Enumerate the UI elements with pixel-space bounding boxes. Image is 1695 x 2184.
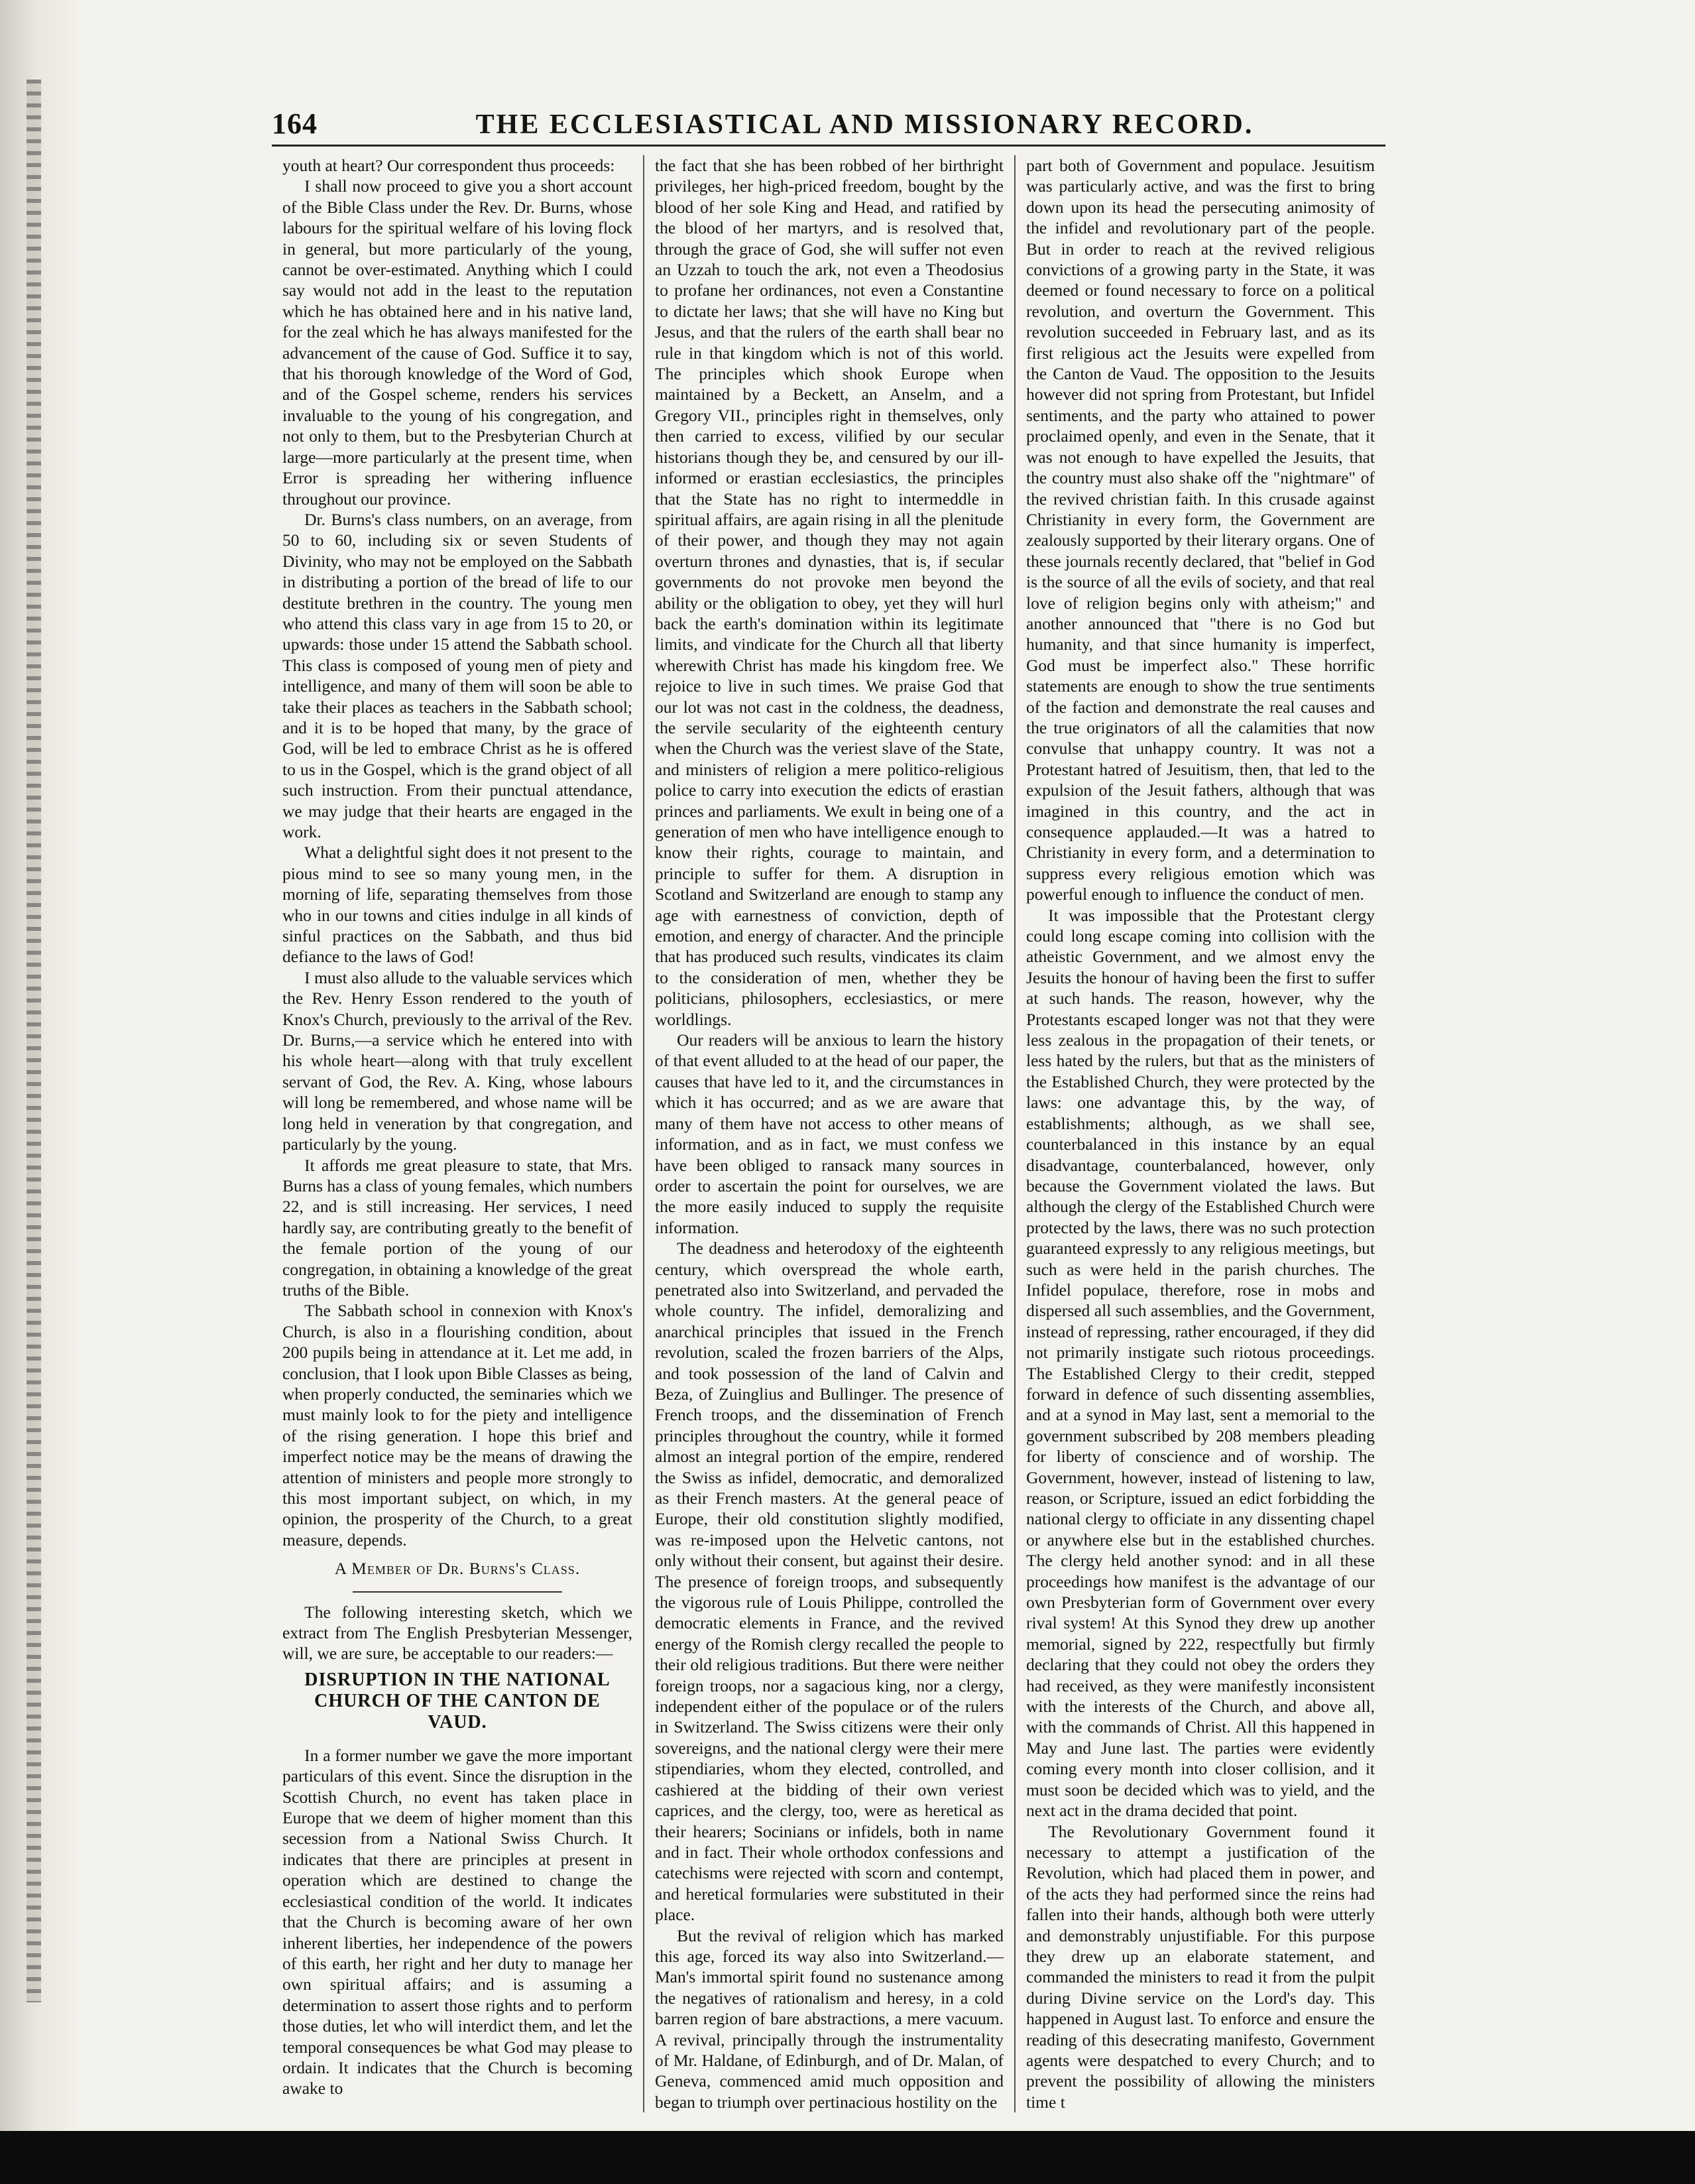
paragraph: youth at heart? Our correspondent thus proceeds: [282, 156, 615, 175]
letter-signature: A Member of Dr. Burns's Class. [334, 1559, 581, 1579]
column-2 [643, 155, 1014, 2112]
binding-stitching [27, 80, 41, 2002]
paragraph: The Sabbath school in connexion with Knox's Church, is also in a flourishing condition, about 200 pupils being in attendance at it. Let me add, in conclusion, that I look upon Bible Classes as being, when properly conducted, the seminaries which we must mainly look to for the piety and intelligence of the rising generation. I hope this brief and imperfect notice may be the means of drawing the attention of ministers and people more strongly to this most important subject, on which, in my opinion, the prosperity of the Church, to a great measure, depends. [282, 1301, 632, 1549]
paragraph: The deadness and heterodoxy of the eighteenth century, which overspread the whole earth, penetrated also into Switzerland, and pervaded the whole country. The infidel, demoralizing and anarchical principles that issued in the French revolution, scaled the frozen barriers of the Alps, and took possession of the land of Calvin and Beza, of Zuinglius and Bullinger. The presence of French troops, and the dissemination of French principles throughout the country, while it formed almost an integral portion of the empire, rendered the Swiss as infidel, democratic, and demoralized as their French masters. At the general peace of Europe, their old constitution slightly modified, was re-imposed upon the Helvetic cantons, not only without their consent, but against their desire. The presence of foreign troops, and subsequently the vigorous rule of Louis Philippe, controlled the democratic elements in France, and the revived energy of the Romish clergy recalled the people to their old religious traditions. But there were neither foreign troops, nor a sagacious king, nor a clergy, independent either of the populace or of the rulers in Switzerland. The Swiss citizens were their only sovereigns, and the national clergy were their mere stipendiaries, whom they elected, controlled, and cashiered at the bidding of their own veriest caprices, and the clergy, too, were as heretical as their hearers; Socinians or infidels, both in name and in fact. Their whole orthodox confessions and catechisms were rejected with scorn and contempt, and heretical formularies were substituted in their place. [655, 1239, 1004, 1925]
paragraph: the fact that she has been robbed of her birthright privileges, her high-priced freedom, bought by the blood of her sole King and Head, and ratified by the blood of her martyrs, and is resolved that, through the grace of God, she will suffer not even an Uzzah to touch the ark, not even a Theodosius to profane her ordinances, not even a Constantine to dictate her laws; that she will have no King but Jesus, and that the rulers of the earth shall bear no rule in that kingdom which is not of this world. The principles which shook Europe when maintained by a Beckett, an Anselm, and a Gregory VII., principles right in themselves, only then carried to excess, vilified by our secular historians though they be, and censured by our ill-informed or erastian ecclesiastics, the principles that the State has no right to intermeddle in spiritual affairs, are again rising in all the plenitude of their power, and though they may not again overturn thrones and dynasties, that is, if secular governments do not provoke men beyond the ability or the obligation to obey, yet they will hurl back the earth's domination within its legitimate limits, and vindicate for the Church all that liberty wherewith Christ has made his kingdom free. We rejoice to live in such times. We praise God that our lot was not cast in the coldness, the deadness, the servile secularity of the eighteenth century when the Church was the veriest slave of the State, and ministers of religion a mere politico-religious police to carry into execution the edicts of erastian princes and parliaments. We exult in being one of a generation of men who have intelligence enough to know their rights, courage to maintain, and principle to suffer for them. A disruption in Scotland and Switzerland are enough to stamp any age with earnestness of conviction, depth of emotion, and energy of character. And the principle that has produced such results, vindicates its claim to the consideration of men, whether they be politicians, philosophers, ecclesiastics, or mere worldlings. [655, 156, 1004, 1029]
page-header [272, 99, 1385, 147]
column-1 [272, 155, 643, 2112]
page-number: 164 [272, 107, 318, 140]
book-binding-shadow [0, 0, 80, 2184]
column-3 [1014, 155, 1385, 2112]
paragraph: What a delightful sight does it not present to the pious mind to see so many young men, in the morning of life, separating themselves from those who in our towns and cities indulge in all kinds of sinful practices on the Sabbath, and thus bid defiance to the laws of God! [282, 843, 632, 967]
paragraph: I shall now proceed to give you a short account of the Bible Class under the Rev. Dr. Burns, whose labours for the spiritual welfare of his loving flock in general, but more particularly of the young, cannot be over-estimated. Anything which I could say would not add in the least to the reputation which he has obtained here and in his native land, for the zeal which he has always manifested for the advancement of the cause of God. Suffice it to say, that his thorough knowledge of the Word of God, and of the Gospel scheme, renders his services invaluable to the young of his congregation, and not only to them, but to the Presbyterian Church at large—more particularly at the present time, when Error is spreading her withering influence throughout our province. [282, 176, 632, 509]
paragraph: Our readers will be anxious to learn the history of that event alluded to at the head of our paper, the causes that have led to it, and the circumstances in which it has occurred; and as we are aware that many of them have not access to other means of information, and as in fact, we must confess we have been obliged to ransack many sources in order to ascertain the point for ourselves, we are the more easily induced to supply the requisite information. [655, 1030, 1004, 1237]
section-divider [353, 1591, 563, 1593]
scan-bottom-edge [0, 2131, 1695, 2184]
article-intro: The following interesting sketch, which we extract from The English Presbyterian Messenger, will, we are sure, be acceptable to our readers:— [282, 1602, 632, 1664]
paragraph: In a former number we gave the more important particulars of this event. Since the disruption in the Scottish Church, no event has taken place in Europe that we deem of higher moment than this secession from a National Swiss Church. It indicates that there are principles at present in operation which are destined to change the ecclesiastical condition of the world. It indicates that the Church is becoming aware of her own inherent liberties, her independence of the powers of this earth, her right and her duty to manage her own spiritual affairs; and is assuming a determination to assert those rights and to perform those duties, let who will interdict them, and let the temporal consequences be what God may please to ordain. It indicates that the Church is becoming awake to [282, 1745, 632, 2098]
paragraph: But the revival of religion which has marked this age, forced its way also into Switzerland.—Man's immortal spirit found no sustenance among the negatives of rationalism and heresy, in a cold barren region of bare abstractions, a mere vacuum. A revival, principally through the instrumentality of Mr. Haldane, of Edinburgh, and of Dr. Malan, of Geneva, commenced amid much opposition and began to triumph over pertinacious hostility on the [655, 1925, 1004, 2112]
paragraph: I must also allude to the valuable services which the Rev. Henry Esson rendered to the youth of Knox's Church, previously to the arrival of the Rev. Dr. Burns,—a service which he entered into with his whole heart—along with that truly excellent servant of God, the Rev. A. King, whose labours will long be remembered, and whose name will be long held in veneration by that congregation, and particularly by the young. [282, 967, 632, 1154]
running-title: THE ECCLESIASTICAL AND MISSIONARY RECORD. [475, 109, 1254, 140]
text-columns [272, 155, 1385, 2112]
paragraph: It affords me great pleasure to state, that Mrs. Burns has a class of young females, which numbers 22, and is still increasing. Her services, I need hardly say, are contributing greatly to the benefit of the female portion of the young of our congregation, in obtaining a knowledge of the great truths of the Bible. [282, 1155, 632, 1300]
paragraph: It was impossible that the Protestant clergy could long escape coming into collision with the atheistic Government, and we almost envy the Jesuits the honour of having been the first to suffer at such hands. The reason, however, why the Protestants escaped longer was not that they were less zealous in the propagation of their tenets, or less hated by the rulers, but that as the ministers of the Established Church, they were protected by the laws: one advantage this, by the way, of establishments; although, as we shall see, counterbalanced in this instance by an equal disadvantage, counterbalanced, however, only because the Government violated the laws. But although the clergy of the Established Church were protected by the laws, there was no such protection guaranteed expressly to any religious meetings, but such as were held in the parish churches. The Infidel populace, therefore, rose in mobs and dispersed all such assemblies, and the Government, instead of repressing, rather encouraged, if they did not primarily instigate such riotous proceedings. The Established Clergy to their credit, stepped forward in defence of such dissenting assemblies, and at a synod in May last, sent a memorial to the government subscribed by 208 members pleading for liberty of conscience and of worship. The Government, however, instead of listening to law, reason, or Scripture, issued an edict forbidding the national clergy to officiate in any dissenting chapel or anywhere else but in the established churches. The clergy held another synod: and in all these proceedings how manifest is the advantage of our own Presbyterian form of Government over every rival system! At this Synod they drew up another memorial, signed by 222, respectfully but firmly declaring that they could not obey the orders they had received, as they were manifestly inconsistent with the interests of the Church, and above all, with the commands of Christ. All this happened in May and June last. The parties were evidently coming every month into closer collision, and it must soon be decided which was to yield, and the next act in the drama decided that point. [1026, 905, 1375, 1821]
page [272, 99, 1385, 2112]
paragraph: part both of Government and populace. Jesuitism was particularly active, and was the first to bring down upon its head the persecuting animosity of the infidel and revolutionary part of the people. But in order to reach at the revived religious convictions of a growing party in the State, it was deemed or found necessary to force on a political revolution, and overturn the Government. This revolution succeeded in February last, and as its first religious act the Jesuits were expelled from the Canton de Vaud. The opposition to the Jesuits however did not spring from Protestant, but Infidel sentiments, and the party who attained to power proclaimed openly, and even in the Senate, that it was not enough to have expelled the Jesuits, that the country must also shake off the "nightmare" of the revived christian faith. In this crusade against Christianity in every form, the Government are zealously supported by their literary organs. One of these journals recently declared, that "belief in God is the source of all the evils of society, and that real love of religion begins only with atheism;" and another announced that "there is no God but humanity, and that since humanity is imperfect, God must be imperfect also." These horrific statements are enough to show the true sentiments of the faction and demonstrate the real causes and the true originators of all the calamities that now convulse that unhappy country. It was not a Protestant hatred of Jesuitism, then, that led to the expulsion of the Jesuit fathers, although that was imagined in this country, and the act in consequence applauded.—It was a hatred to Christianity in every form, and a determination to suppress every religious emotion which was powerful enough to influence the conduct of men. [1026, 156, 1375, 904]
paragraph: The Revolutionary Government found it necessary to attempt a justification of the Revolution, which had placed them in power, and of the acts they had performed since the reins had fallen into their hands, although both were utterly and demonstrably unjustifiable. For this purpose they drew up an elaborate statement, and commanded the ministers to read it from the pulpit during Divine service on the Lord's day. This happened in August last. To enforce and ensure the reading of this desecrating manifesto, Government agents were despatched to every Church; and to prevent the possibility of allowing the ministers time t [1026, 1821, 1375, 2112]
paragraph: Dr. Burns's class numbers, on an average, from 50 to 60, including six or seven Students of Divinity, who may not be employed on the Sabbath in distributing a portion of the bread of life to our destitute brethren in the country. The young men who attend this class vary in age from 15 to 20, or upwards: those under 15 attend the Sabbath school. This class is composed of young men of piety and intelligence, and many of them will soon be able to take their places as teachers in the Sabbath school; and it is to be hoped that many, by the grace of God, will be led to embrace Christ as he is offered to us in the Gospel, which is the grand object of all such instruction. From their punctual attendance, we may judge that their hearts are engaged in the work. [282, 509, 632, 841]
article-title: DISRUPTION IN THE NATIONAL CHURCH OF THE CANTON DE VAUD. [304, 1669, 611, 1732]
